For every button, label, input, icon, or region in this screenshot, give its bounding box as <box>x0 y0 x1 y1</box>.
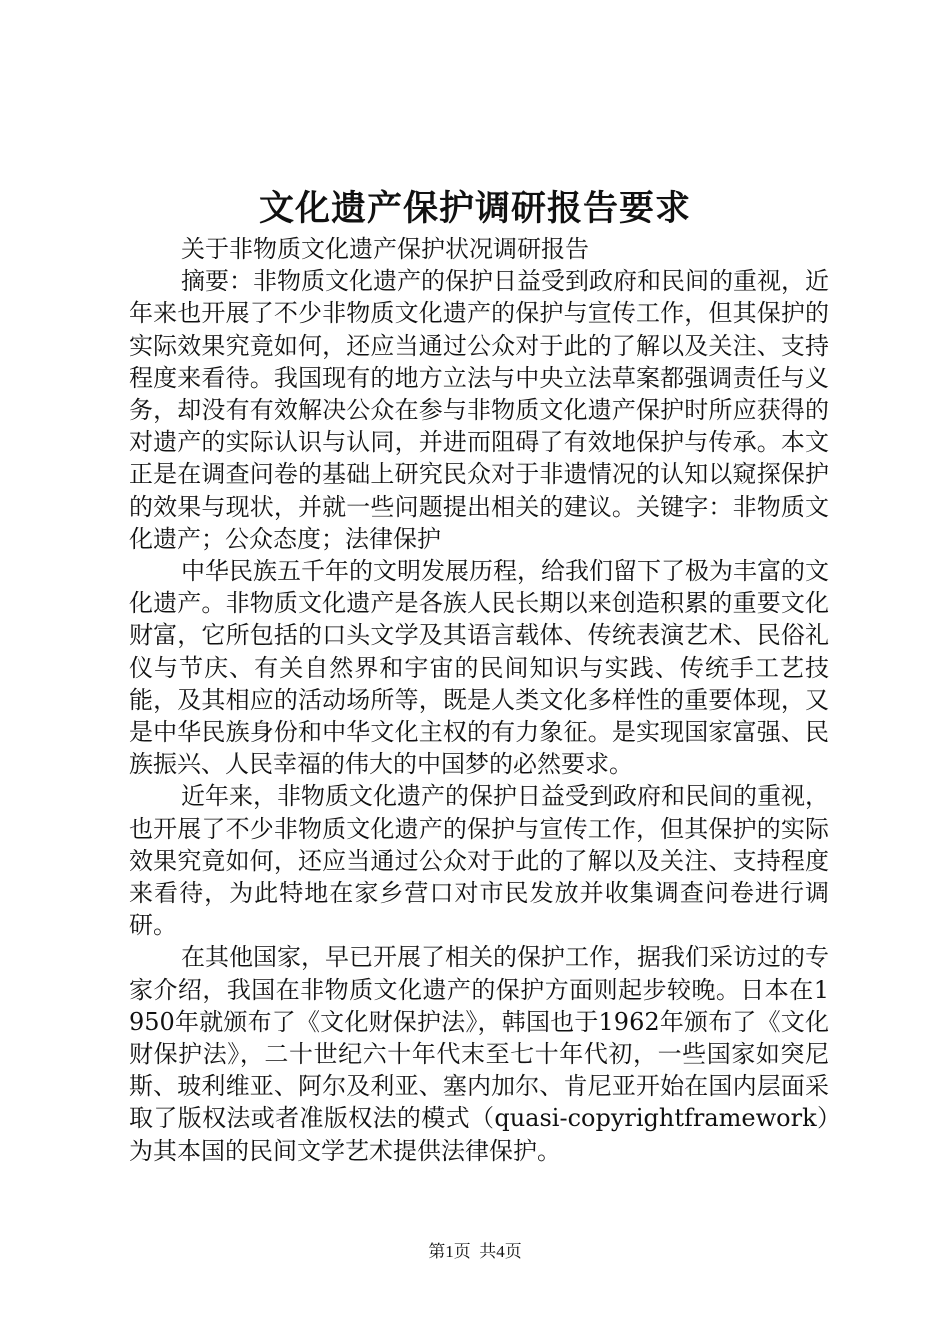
paragraph-subtitle: 关于非物质文化遗产保护状况调研报告 <box>181 235 589 263</box>
paragraph-heritage-intro: 中华民族五千年的文明发展历程，给我们留下了极为丰富的文化遗产。非物质文化遗产是各族人民长期以来创造积累的重要文化财富，它所包括的口头文学及其语言载体、传统表演艺术、民俗礼仪与节庆、有关自然界和宇宙的民间知识与实践、传统手工艺技能，及其相应的活动场所等，既是人类文化多样性的重要体现，又是中华民族身份和中华文化主权的有力象征。是实现国家富强、民族振兴、人民幸福的伟大的中国梦的必然要求。 <box>129 557 829 779</box>
document-title: 文化遗产保护调研报告要求 <box>258 188 691 229</box>
page-total: 共4页 <box>479 1242 522 1261</box>
paragraph-recent-years: 近年来，非物质文化遗产的保护日益受到政府和民间的重视，也开展了不少非物质文化遗产的保护与宣传工作，但其保护的实际效果究竟如何，还应当通过公众对于此的了解以及关注、支持程度来看待，为此特地在家乡营口对市民发放并收集调查问卷进行调研。 <box>129 782 829 940</box>
page-footer <box>0 1240 950 1264</box>
paragraph-abstract: 摘要：非物质文化遗产的保护日益受到政府和民间的重视，近年来也开展了不少非物质文化遗产的保护与宣传工作，但其保护的实际效果究竟如何，还应当通过公众对于此的了解以及关注、支持程度来看待。我国现有的地方立法与中央立法草案都强调责任与义务，却没有有效解决公众在参与非物质文化遗产保护时所应获得的对遗产的实际认识与认同，并进而阻碍了有效地保护与传承。本文正是在调查问卷的基础上研究民众对于非遗情况的认知以窥探保护的效果与现状，并就一些问题提出相关的建议。关键字：非物质文化遗产；公众态度；法律保护 <box>129 267 829 553</box>
document-body <box>129 233 829 1167</box>
paragraph-other-countries: 在其他国家，早已开展了相关的保护工作，据我们采访过的专家介绍，我国在非物质文化遗产的保护方面则起步较晚。日本在1950年就颁布了《文化财保护法》，韩国也于1962年颁布了《文化财保护法》，二十世纪六十年代末至七十年代初，一些国家如突尼斯、玻利维亚、阿尔及利亚、塞内加尔、肯尼亚开始在国内层面采取了版权法或者准版权法的模式（quasi-copyrightframework）为其本国的民间文学艺术提供法律保护。 <box>129 943 829 1165</box>
page-number: 第1页 <box>428 1242 471 1261</box>
